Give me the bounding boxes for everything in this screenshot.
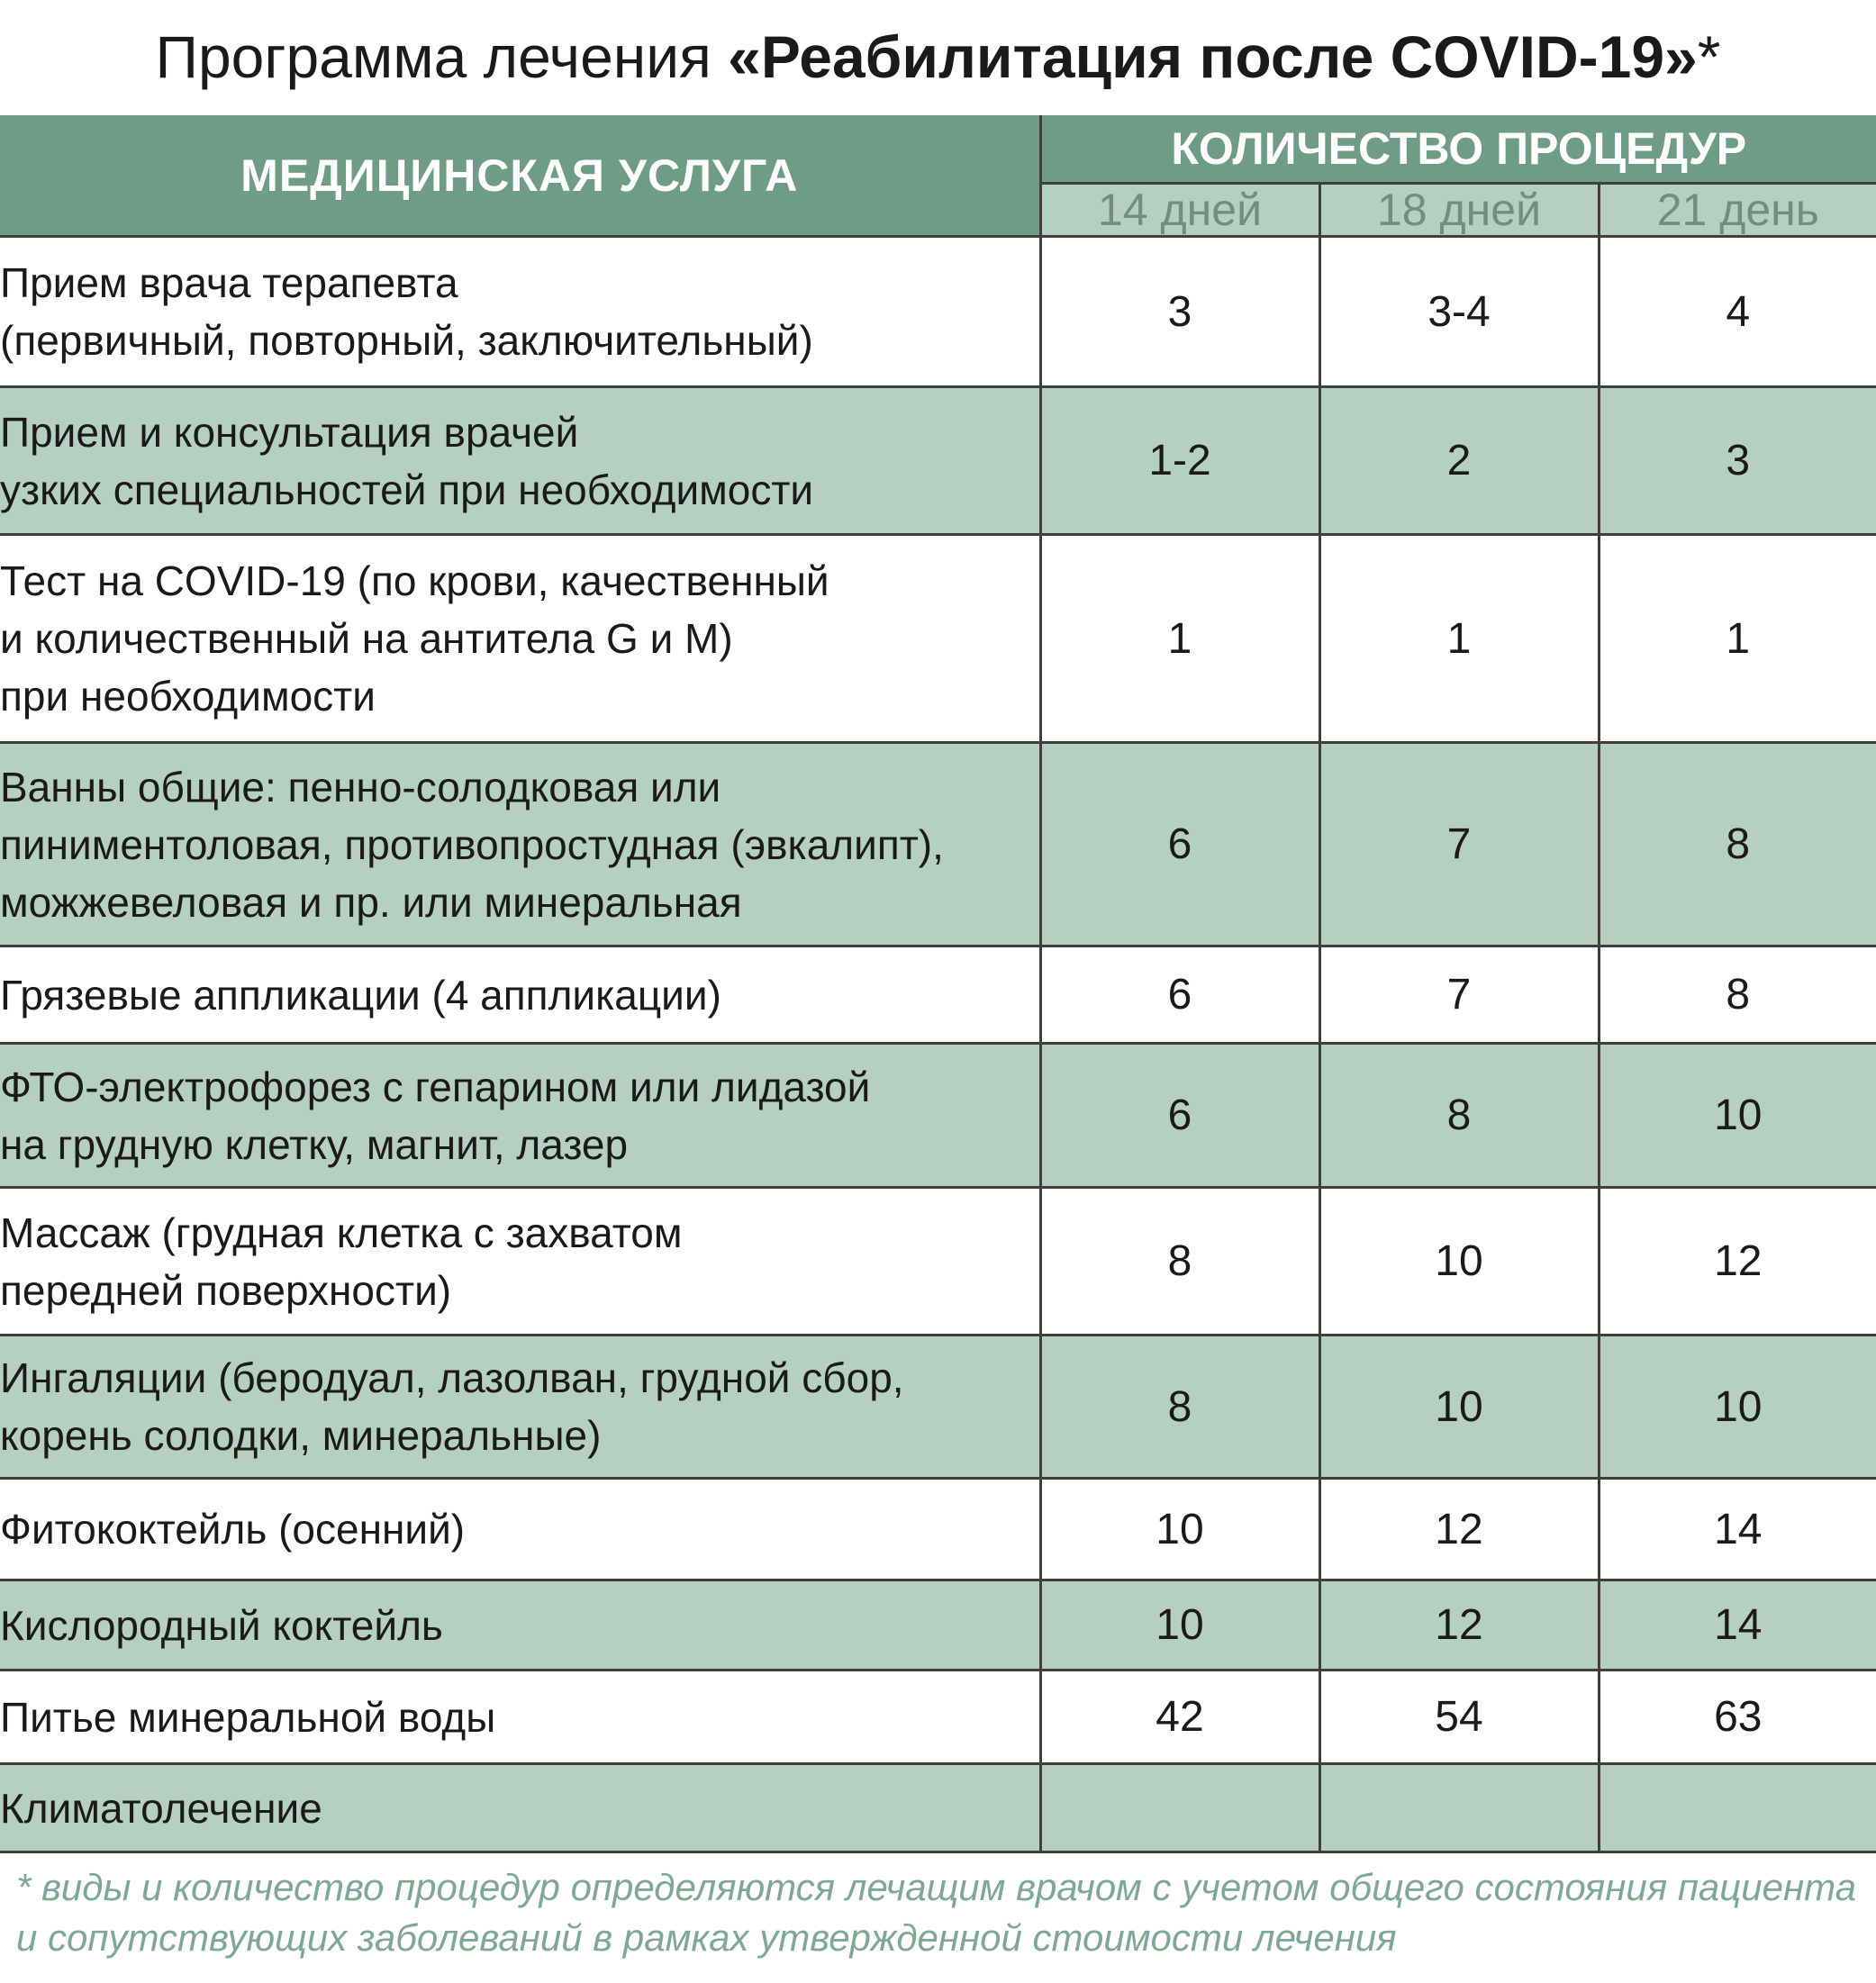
value-cell-18: 3-4 [1319,237,1599,387]
value-cell-18: 7 [1319,946,1599,1044]
value-cell-14: 6 [1040,743,1319,946]
service-cell: Фитококтейль (осенний) [0,1479,1040,1580]
value-cell-21: 10 [1599,1336,1876,1479]
value-cell-14: 6 [1040,1044,1319,1188]
title-suffix: * [1697,23,1721,90]
table-row [0,1044,1876,1188]
service-cell: Климатолечение [0,1764,1040,1852]
page-title [0,16,1876,97]
table-row [0,1764,1876,1852]
value-cell-14 [1040,1764,1319,1852]
value-cell-21: 12 [1599,1188,1876,1336]
value-cell-21: 8 [1599,946,1876,1044]
value-cell-18: 10 [1319,1188,1599,1336]
table-row [0,1188,1876,1336]
header-period-21: 21 день [1599,184,1876,237]
service-cell: Тест на COVID-19 (по крови, качественный и количественный на антитела G и M) при необходимости [0,535,1040,743]
value-cell-21: 14 [1599,1580,1876,1671]
table-row [0,1479,1876,1580]
footnote: * виды и количество процедур определяются лечащим врачом с учетом общего состояния пациента и сопутствующих заболеваний в рамках утвержденной стоимости лечения [16,1866,1857,1959]
value-cell-18: 12 [1319,1479,1599,1580]
header-quantity: КОЛИЧЕСТВО ПРОЦЕДУР [1040,115,1876,184]
service-cell: Кислородный коктейль [0,1580,1040,1671]
service-cell: Прием и консультация врачей узких специальностей при необходимости [0,387,1040,535]
value-cell-14: 10 [1040,1479,1319,1580]
service-cell: Грязевые аппликации (4 аппликации) [0,946,1040,1044]
title-bold: «Реабилитация после COVID-19» [728,23,1698,90]
value-cell-14: 6 [1040,946,1319,1044]
table-row [0,237,1876,387]
value-cell-14: 1 [1040,535,1319,743]
value-cell-21: 1 [1599,535,1876,743]
value-cell-14: 8 [1040,1336,1319,1479]
value-cell-21: 4 [1599,237,1876,387]
header-period-18: 18 дней [1319,184,1599,237]
value-cell-14: 8 [1040,1188,1319,1336]
value-cell-18: 54 [1319,1671,1599,1764]
service-cell: Ингаляции (беродуал, лазолван, грудной сбор, корень солодки, минеральные) [0,1336,1040,1479]
value-cell-21: 14 [1599,1479,1876,1580]
header-service: МЕДИЦИНСКАЯ УСЛУГА [0,115,1040,237]
header-period-14: 14 дней [1040,184,1319,237]
procedures-table [0,115,1876,1853]
service-cell: Питье минеральной воды [0,1671,1040,1764]
value-cell-14: 1-2 [1040,387,1319,535]
value-cell-14: 3 [1040,237,1319,387]
value-cell-21: 10 [1599,1044,1876,1188]
value-cell-18: 1 [1319,535,1599,743]
table-row [0,535,1876,743]
service-cell: Ванны общие: пенно-солодковая или пиниментоловая, противопростудная (эвкалипт), можжевеловая и пр. или минеральная [0,743,1040,946]
value-cell-18: 12 [1319,1580,1599,1671]
table-row [0,1671,1876,1764]
value-cell-21 [1599,1764,1876,1852]
value-cell-18: 7 [1319,743,1599,946]
value-cell-14: 42 [1040,1671,1319,1764]
value-cell-21: 63 [1599,1671,1876,1764]
service-cell: Прием врача терапевта (первичный, повторный, заключительный) [0,237,1040,387]
table-row [0,1336,1876,1479]
service-cell: Массаж (грудная клетка с захватом передней поверхности) [0,1188,1040,1336]
value-cell-18 [1319,1764,1599,1852]
table-row [0,946,1876,1044]
value-cell-21: 8 [1599,743,1876,946]
value-cell-18: 2 [1319,387,1599,535]
value-cell-14: 10 [1040,1580,1319,1671]
title-prefix: Программа лечения [155,23,729,90]
table-row [0,387,1876,535]
value-cell-18: 10 [1319,1336,1599,1479]
value-cell-21: 3 [1599,387,1876,535]
table-row [0,743,1876,946]
table-row [0,1580,1876,1671]
value-cell-18: 8 [1319,1044,1599,1188]
service-cell: ФТО-электрофорез с гепарином или лидазой на грудную клетку, магнит, лазер [0,1044,1040,1188]
